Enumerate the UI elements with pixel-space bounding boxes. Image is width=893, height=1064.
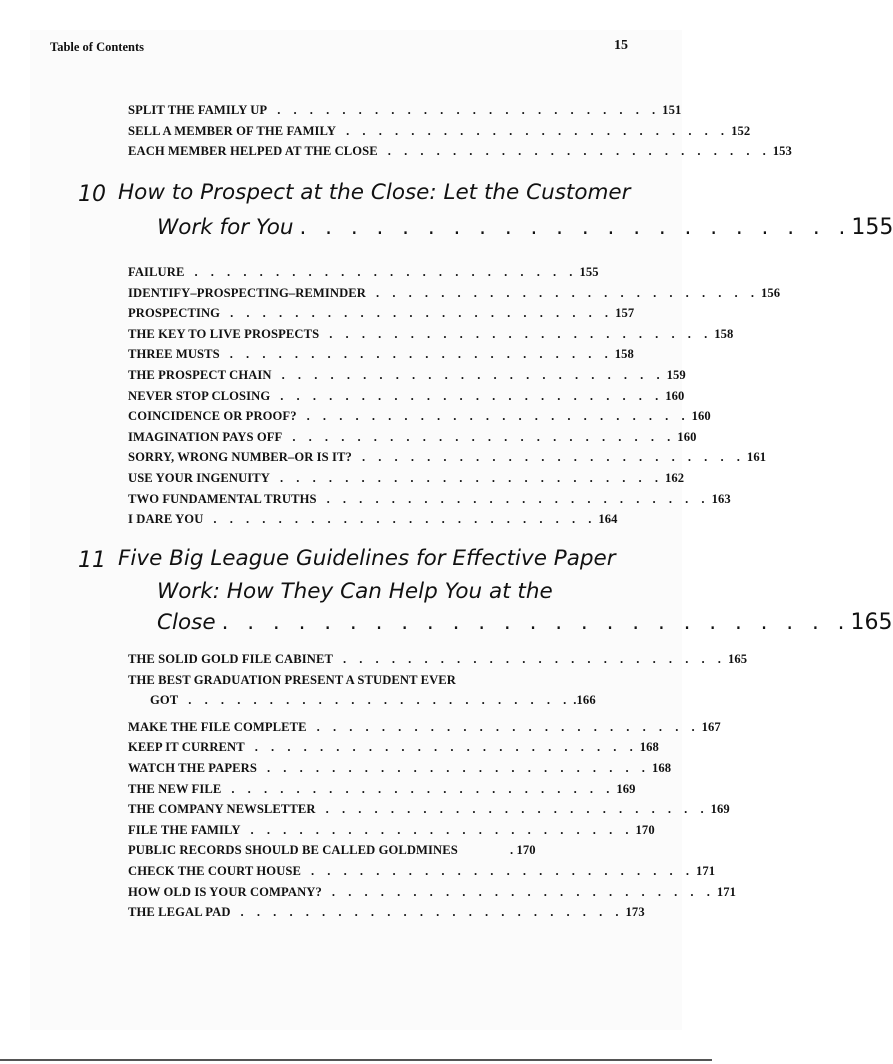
chapter-10-number: 10 xyxy=(78,182,106,207)
toc-entry[interactable]: CHECK THE COURT HOUSE . . . . . . . . . . . . . . . . . . . . . . . . 171 xyxy=(128,863,716,878)
toc-entry[interactable]: NEVER STOP CLOSING . . . . . . . . . . . . . . . . . . . . . . . . 160 xyxy=(128,388,685,403)
page-number: 15 xyxy=(614,38,628,53)
toc-entry-continued[interactable]: GOT . . . . . . . . . . . . . . . . . . . . . . . . .166 xyxy=(150,693,596,708)
toc-entry[interactable]: THREE MUSTS . . . . . . . . . . . . . . . . . . . . . . . . 158 xyxy=(128,347,634,362)
chapter-10-page: 155 xyxy=(851,215,893,240)
chapter-11-number: 11 xyxy=(78,548,106,573)
toc-entry[interactable]: WATCH THE PAPERS . . . . . . . . . . . . . . . . . . . . . . . . 168 xyxy=(128,760,672,775)
toc-entry[interactable]: MAKE THE FILE COMPLETE . . . . . . . . . . . . . . . . . . . . . . . . 167 xyxy=(128,719,721,734)
toc-entry[interactable]: THE LEGAL PAD . . . . . . . . . . . . . . . . . . . . . . . . 173 xyxy=(128,905,645,920)
chapter-10-title-line2[interactable]: Work for You . . . . . . . . . . . . . . . . . . . . . . 155 xyxy=(157,215,893,240)
toc-entry[interactable]: PROSPECTING . . . . . . . . . . . . . . . . . . . . . . . . 157 xyxy=(128,306,635,321)
toc-entry[interactable]: THE PROSPECT CHAIN . . . . . . . . . . . . . . . . . . . . . . . . 159 xyxy=(128,367,686,382)
bottom-divider xyxy=(0,1059,712,1061)
toc-entry[interactable]: I DARE YOU . . . . . . . . . . . . . . . . . . . . . . . . 164 xyxy=(128,512,618,527)
toc-entry[interactable]: THE BEST GRADUATION PRESENT A STUDENT EVER xyxy=(128,672,457,687)
toc-entry[interactable]: KEEP IT CURRENT . . . . . . . . . . . . . . . . . . . . . . . . 168 xyxy=(128,740,659,755)
chapter-10-entries xyxy=(128,265,781,533)
toc-entry[interactable]: PUBLIC RECORDS SHOULD BE CALLED GOLDMINES . 170 xyxy=(128,843,536,858)
toc-entry[interactable]: THE KEY TO LIVE PROSPECTS . . . . . . . . . . . . . . . . . . . . . . . . 158 xyxy=(128,326,734,341)
toc-entry[interactable]: EACH MEMBER HELPED AT THE CLOSE . . . . . . . . . . . . . . . . . . . . . . . . 153 xyxy=(128,144,792,159)
toc-entry[interactable]: THE NEW FILE . . . . . . . . . . . . . . . . . . . . . . . . 169 xyxy=(128,781,636,796)
chapter-11-entries xyxy=(128,652,748,926)
toc-entry[interactable]: IMAGINATION PAYS OFF . . . . . . . . . . . . . . . . . . . . . . . . 160 xyxy=(128,429,697,444)
toc-entry[interactable]: FAILURE . . . . . . . . . . . . . . . . . . . . . . . . 155 xyxy=(128,265,599,279)
toc-entry[interactable]: SORRY, WRONG NUMBER–OR IS IT? . . . . . . . . . . . . . . . . . . . . . . . . 161 xyxy=(128,450,767,465)
toc-entry[interactable]: HOW OLD IS YOUR COMPANY? . . . . . . . . . . . . . . . . . . . . . . . . 171 xyxy=(128,884,737,899)
toc-entry[interactable]: COINCIDENCE OR PROOF? . . . . . . . . . . . . . . . . . . . . . . . . 160 xyxy=(128,409,711,424)
toc-entry[interactable]: TWO FUNDAMENTAL TRUTHS . . . . . . . . . . . . . . . . . . . . . . . . 163 xyxy=(128,491,731,506)
toc-entry[interactable]: SELL A MEMBER OF THE FAMILY . . . . . . . . . . . . . . . . . . . . . . . . 152 xyxy=(128,123,751,138)
toc-entry[interactable]: USE YOUR INGENUITY . . . . . . . . . . . . . . . . . . . . . . . . 162 xyxy=(128,470,685,485)
chapter-11-title-line2[interactable]: Work: How They Can Help You at the xyxy=(157,579,553,604)
chapter-10-title-line1[interactable]: How to Prospect at the Close: Let the Customer xyxy=(118,180,631,205)
toc-entry[interactable]: THE COMPANY NEWSLETTER . . . . . . . . . . . . . . . . . . . . . . . . 169 xyxy=(128,802,730,817)
continued-entries xyxy=(128,103,792,165)
chapter-11-title-line3[interactable]: Close . . . . . . . . . . . . . . . . . . . . . . . . . 165 xyxy=(157,610,893,635)
toc-entry[interactable]: THE SOLID GOLD FILE CABINET . . . . . . . . . . . . . . . . . . . . . . . . 165 xyxy=(128,652,748,666)
running-title: Table of Contents xyxy=(50,40,144,54)
chapter-11-title-line1[interactable]: Five Big League Guidelines for Effective Paper xyxy=(118,546,616,571)
chapter-11-page: 165 xyxy=(850,610,893,635)
toc-entry[interactable]: IDENTIFY–PROSPECTING–REMINDER . . . . . . . . . . . . . . . . . . . . . . . . 156 xyxy=(128,285,781,300)
toc-entry[interactable]: SPLIT THE FAMILY UP . . . . . . . . . . . . . . . . . . . . . . . . 151 xyxy=(128,103,682,117)
toc-entry[interactable]: FILE THE FAMILY . . . . . . . . . . . . . . . . . . . . . . . . 170 xyxy=(128,822,655,837)
